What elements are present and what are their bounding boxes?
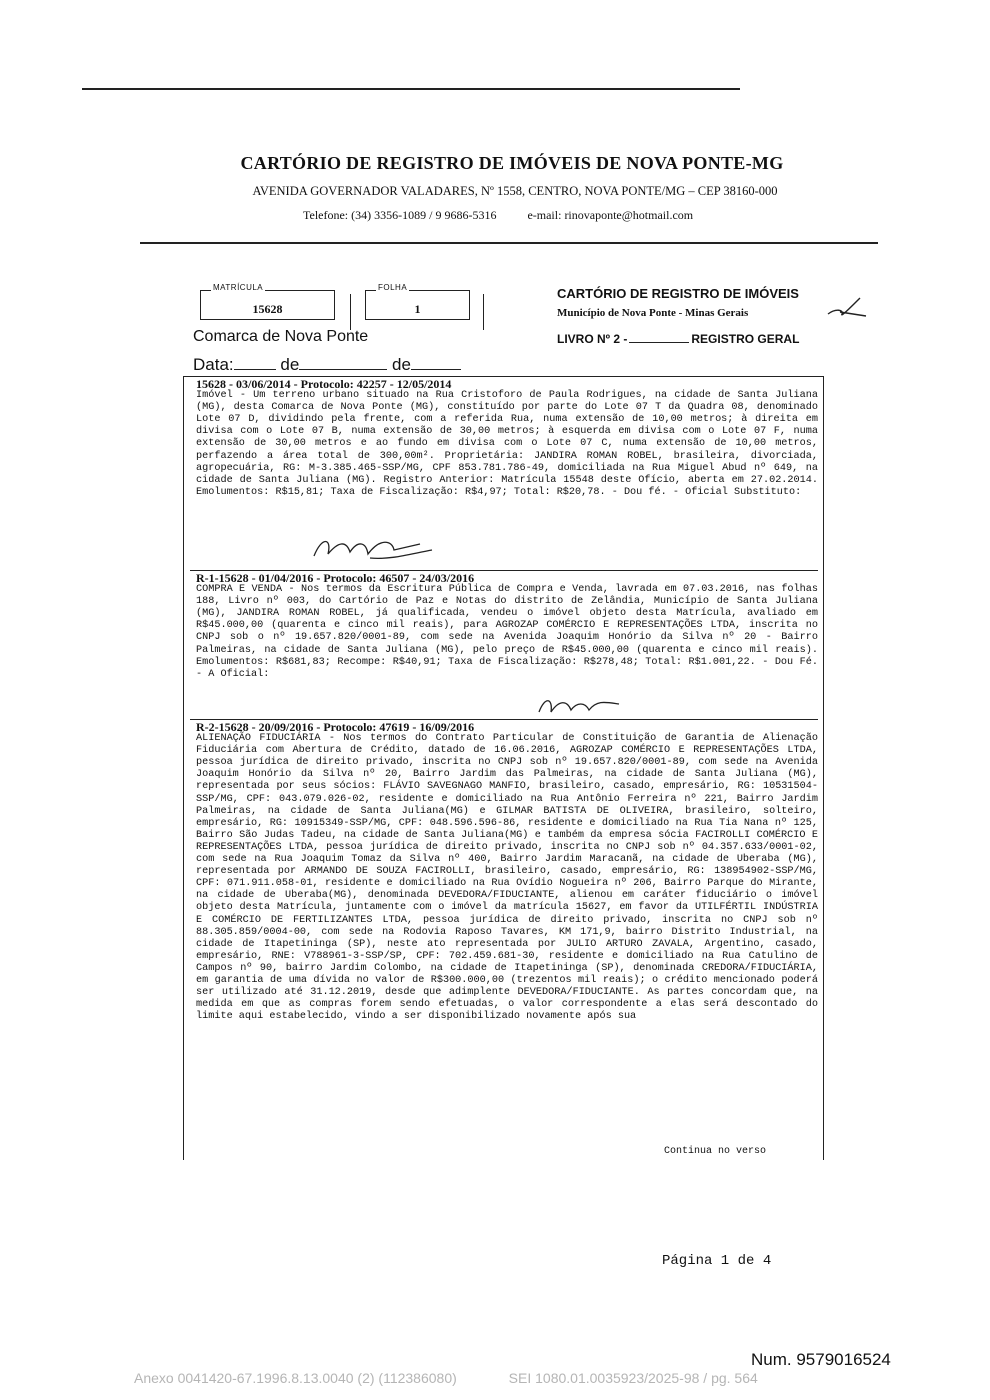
signature-2: [535, 692, 625, 718]
comarca-label: Comarca de Nova Ponte: [193, 328, 369, 345]
livro-line: [557, 332, 799, 346]
entry-text: Imóvel - Um terreno urbano situado na Rua Cristoforo de Paula Rodrigues, na cidade de Santa Juliana (MG), desta Comarca de Nova Ponte (MG), constituído por parte do Lote 07 T da Quadra 08, denominado Lote 07 D, dividindo pela frente, com a referida Rua, numa extensão de 10,00 metros; à direita em divisa com o Lote 07 B, numa extensão de 30,00 metros; à esquerda em divisa com o Lote 07 F, numa extensão de 30,00 metros e ao fundo em divisa com o Lote 07 C, numa extensão de 10,00 metros, perfazendo a área total de 300,00m². Proprietária: JANDIRA ROMAN ROBEL, brasileira, divorciada, agropecuária, RG: M-3.385.465-SSP/MG, CPF 853.781.786-49, domiciliada na Rua Miguel Abud nº 649, na cidade de Santa Juliana (MG). Registro Anterior: Matrícula 15548 deste Ofício, aberta em 27.02.2014. Emolumentos: R$15,81; Taxa de Fiscalização: R$4,97; Total: R$20,78. - Dou fé. - Oficial Substituto:: [196, 390, 818, 498]
entry-r2: [196, 721, 818, 1023]
footer-sei: SEI 1080.01.0035923/2025-98 / pg. 564: [508, 1370, 758, 1386]
page-title: CARTÓRIO DE REGISTRO DE IMÓVEIS DE NOVA PONTE-MG: [240, 153, 784, 173]
livro-suffix: REGISTRO GERAL: [691, 332, 800, 346]
livro-prefix: LIVRO Nº 2 -: [557, 332, 628, 346]
signature-1: [310, 530, 440, 564]
header-address: AVENIDA GOVERNADOR VALADARES, Nº 1558, CENTRO, NOVA PONTE/MG – CEP 38160-000: [252, 184, 778, 198]
de-label-1: de: [280, 355, 300, 374]
check-mark-signature: [826, 292, 872, 322]
folha-label: FOLHA: [378, 283, 408, 292]
de-label-2: de: [392, 355, 411, 374]
entry-head: R-2-15628 - 20/09/2016 - Protocolo: 47619 - 16/09/2016: [196, 720, 475, 734]
header-contact: [303, 208, 693, 223]
footer-anexo: Anexo 0041420-67.1996.8.13.0040 (2) (112386080): [134, 1370, 457, 1386]
entry-r1: [196, 572, 818, 681]
header-phone: Telefone: (34) 3356-1089 / 9 9686-5316: [303, 208, 497, 222]
entry-text: ALIENAÇÃO FIDUCIÁRIA - Nos termos do Contrato Particular de Constituição de Garantia de Alienação Fiduciária com Abertura de Crédito, datado de 16.06.2016, AGROZAP COMÉRCIO E REPRESENTAÇÕES LTDA, pessoa jurídica de direito privado, inscrita no CNPJ sob nº 19.657.820/0001-89, com sede na Avenida Joaquim Honório da Silva nº 20, Bairro Jardim das Palmeiras, na cidade de Santa Juliana (MG), representada por seus sócios: FLÁVIO SAVEGNAGO MANFIO, brasileiro, casado, empresário, RG: 10531504-SSP/MG, CPF: 043.079.026-02, residente e domiciliado na Rua Antônio Ferreira nº 221, Bairro Jardim Palmeiras, na cidade de Santa Juliana(MG) e GILMAR BATISTA DE OLIVEIRA, brasileiro, solteiro, empresário, RG: 10915349-SSP/MG, CPF: 048.596.596-86, residente e domiciliado na Rua Tia Nana nº 125, Bairro São Judas Tadeu, na cidade de Santa Juliana(MG) e também da empresa sócia FACIROLLI COMÉRCIO E REPRESENTAÇÕES LTDA, pessoa jurídica de direito privado, inscrita no CNPJ sob nº 04.357.633/0001-02, com sede na Rua Joaquim Tomaz da Silva nº 400, Bairro Jardim Maracanã, na cidade de Uberaba (MG), representada por ARMANDO DE SOUZA FACIROLLI, brasileiro, casado, empresário, RG: 138954902-SSP/MG, CPF: 071.911.058-01, residente e domiciliado na Rua Ovídio Nogueira nº 206, Bairro Parque do Mirante, na cidade de Uberaba(MG), denominada DEVEDORA/FIDUCIANTE, alienou em caráter fiduciário o imóvel objeto desta Matrícula, juntamente com o imóvel da matrícula 15627, em favor da UTILFÉRTIL INDÚSTRIA E COMÉRCIO DE FERTILIZANTES LTDA, pessoa jurídica de direito privado, inscrita no CNPJ sob nº 88.305.859/0004-00, com sede na Rodovia Raposo Tavares, KM 171,9, bairro Distrito Industrial, na cidade de Itapetininga (SP), neste ato representada por JULIO ARTURO ZAVALA, Argentino, casado, empresário, RNE: V788961-3-SSP/SP, CPF: 702.459.681-30, residente e domiciliado na Rua Catulino de Campos nº 90, bairro Jardim Colombo, na cidade de Itapetininga (SP), denominada CREDORA/FIDUCIÁRIA, em garantia de uma dívida no valor de R$300.000,00 (trezentos mil reais); o crédito mencionado poderá ser utilizado até 31.12.2019, desde que adimplente DEVEDORA/FIDUCIANTE. As partes concordam que, na medida em que as compras forem sendo efetuadas, o valor correspondente a elas será descontado do limite aqui estabelecido, vindo a ser disponibilizado novamente após sua: [196, 733, 818, 1023]
continua-note: Continua no verso: [664, 1146, 767, 1157]
entry-head: 15628 - 03/06/2014 - Protocolo: 42257 - 12/05/2014: [196, 377, 452, 391]
entry-matricula: [196, 378, 818, 499]
folha-tick: [483, 294, 484, 330]
registry-subtitle: Município de Nova Ponte - Minas Gerais: [557, 307, 749, 319]
folha-box: [365, 283, 470, 320]
matricula-tick: [350, 294, 351, 330]
livro-blank: [629, 342, 689, 343]
matricula-box: [200, 283, 335, 320]
matricula-value: 15628: [252, 302, 283, 316]
footer-stamp: [134, 1370, 758, 1386]
page-number: Página 1 de 4: [662, 1253, 772, 1269]
entry-text: COMPRA E VENDA - Nos termos da Escritura Pública de Compra e Venda, lavrada em 07.03.2016, nas folhas 188, Livro nº 003, do Cartório de Paz e Notas do distrito de Zelândia, Município de Santa Juliana (MG), JANDIRA ROMAN ROBEL, já qualificada, vendeu o imóvel objeto desta Matrícula, avaliado em R$45.000,00 (quarenta e cinco mil reais), para AGROZAP COMÉRCIO E REPRESENTAÇÕES LTDA, inscrita no CNPJ sob o nº 19.657.820/0001-89, com sede na Avenida Joaquim Honório da Silva nº 20 - Bairro Palmeiras, na cidade de Santa Juliana (MG), pelo preço de R$45.000,00 (quarenta e cinco mil reais). Emolumentos: R$681,83; Recompe: R$40,91; Taxa de Fiscalização: R$278,48; Total: R$1.001,22. - Dou Fé. - A Oficial:: [196, 584, 818, 680]
folha-value: 1: [414, 302, 421, 316]
data-label: Data:: [193, 355, 234, 374]
year-blank: [411, 355, 461, 370]
day-blank: [234, 355, 276, 370]
document-number: Num. 9579016524: [751, 1350, 891, 1369]
header-rule: [140, 242, 878, 244]
matricula-label: MATRÍCULA: [213, 283, 264, 292]
top-rule: [82, 88, 740, 90]
header-email: e-mail: rinovaponte@hotmail.com: [527, 208, 694, 222]
entry-head: R-1-15628 - 01/04/2016 - Protocolo: 46507 - 24/03/2016: [196, 571, 475, 585]
registry-title: CARTÓRIO DE REGISTRO DE IMÓVEIS: [557, 286, 799, 301]
data-line: [193, 355, 461, 375]
month-blank: [299, 355, 387, 370]
